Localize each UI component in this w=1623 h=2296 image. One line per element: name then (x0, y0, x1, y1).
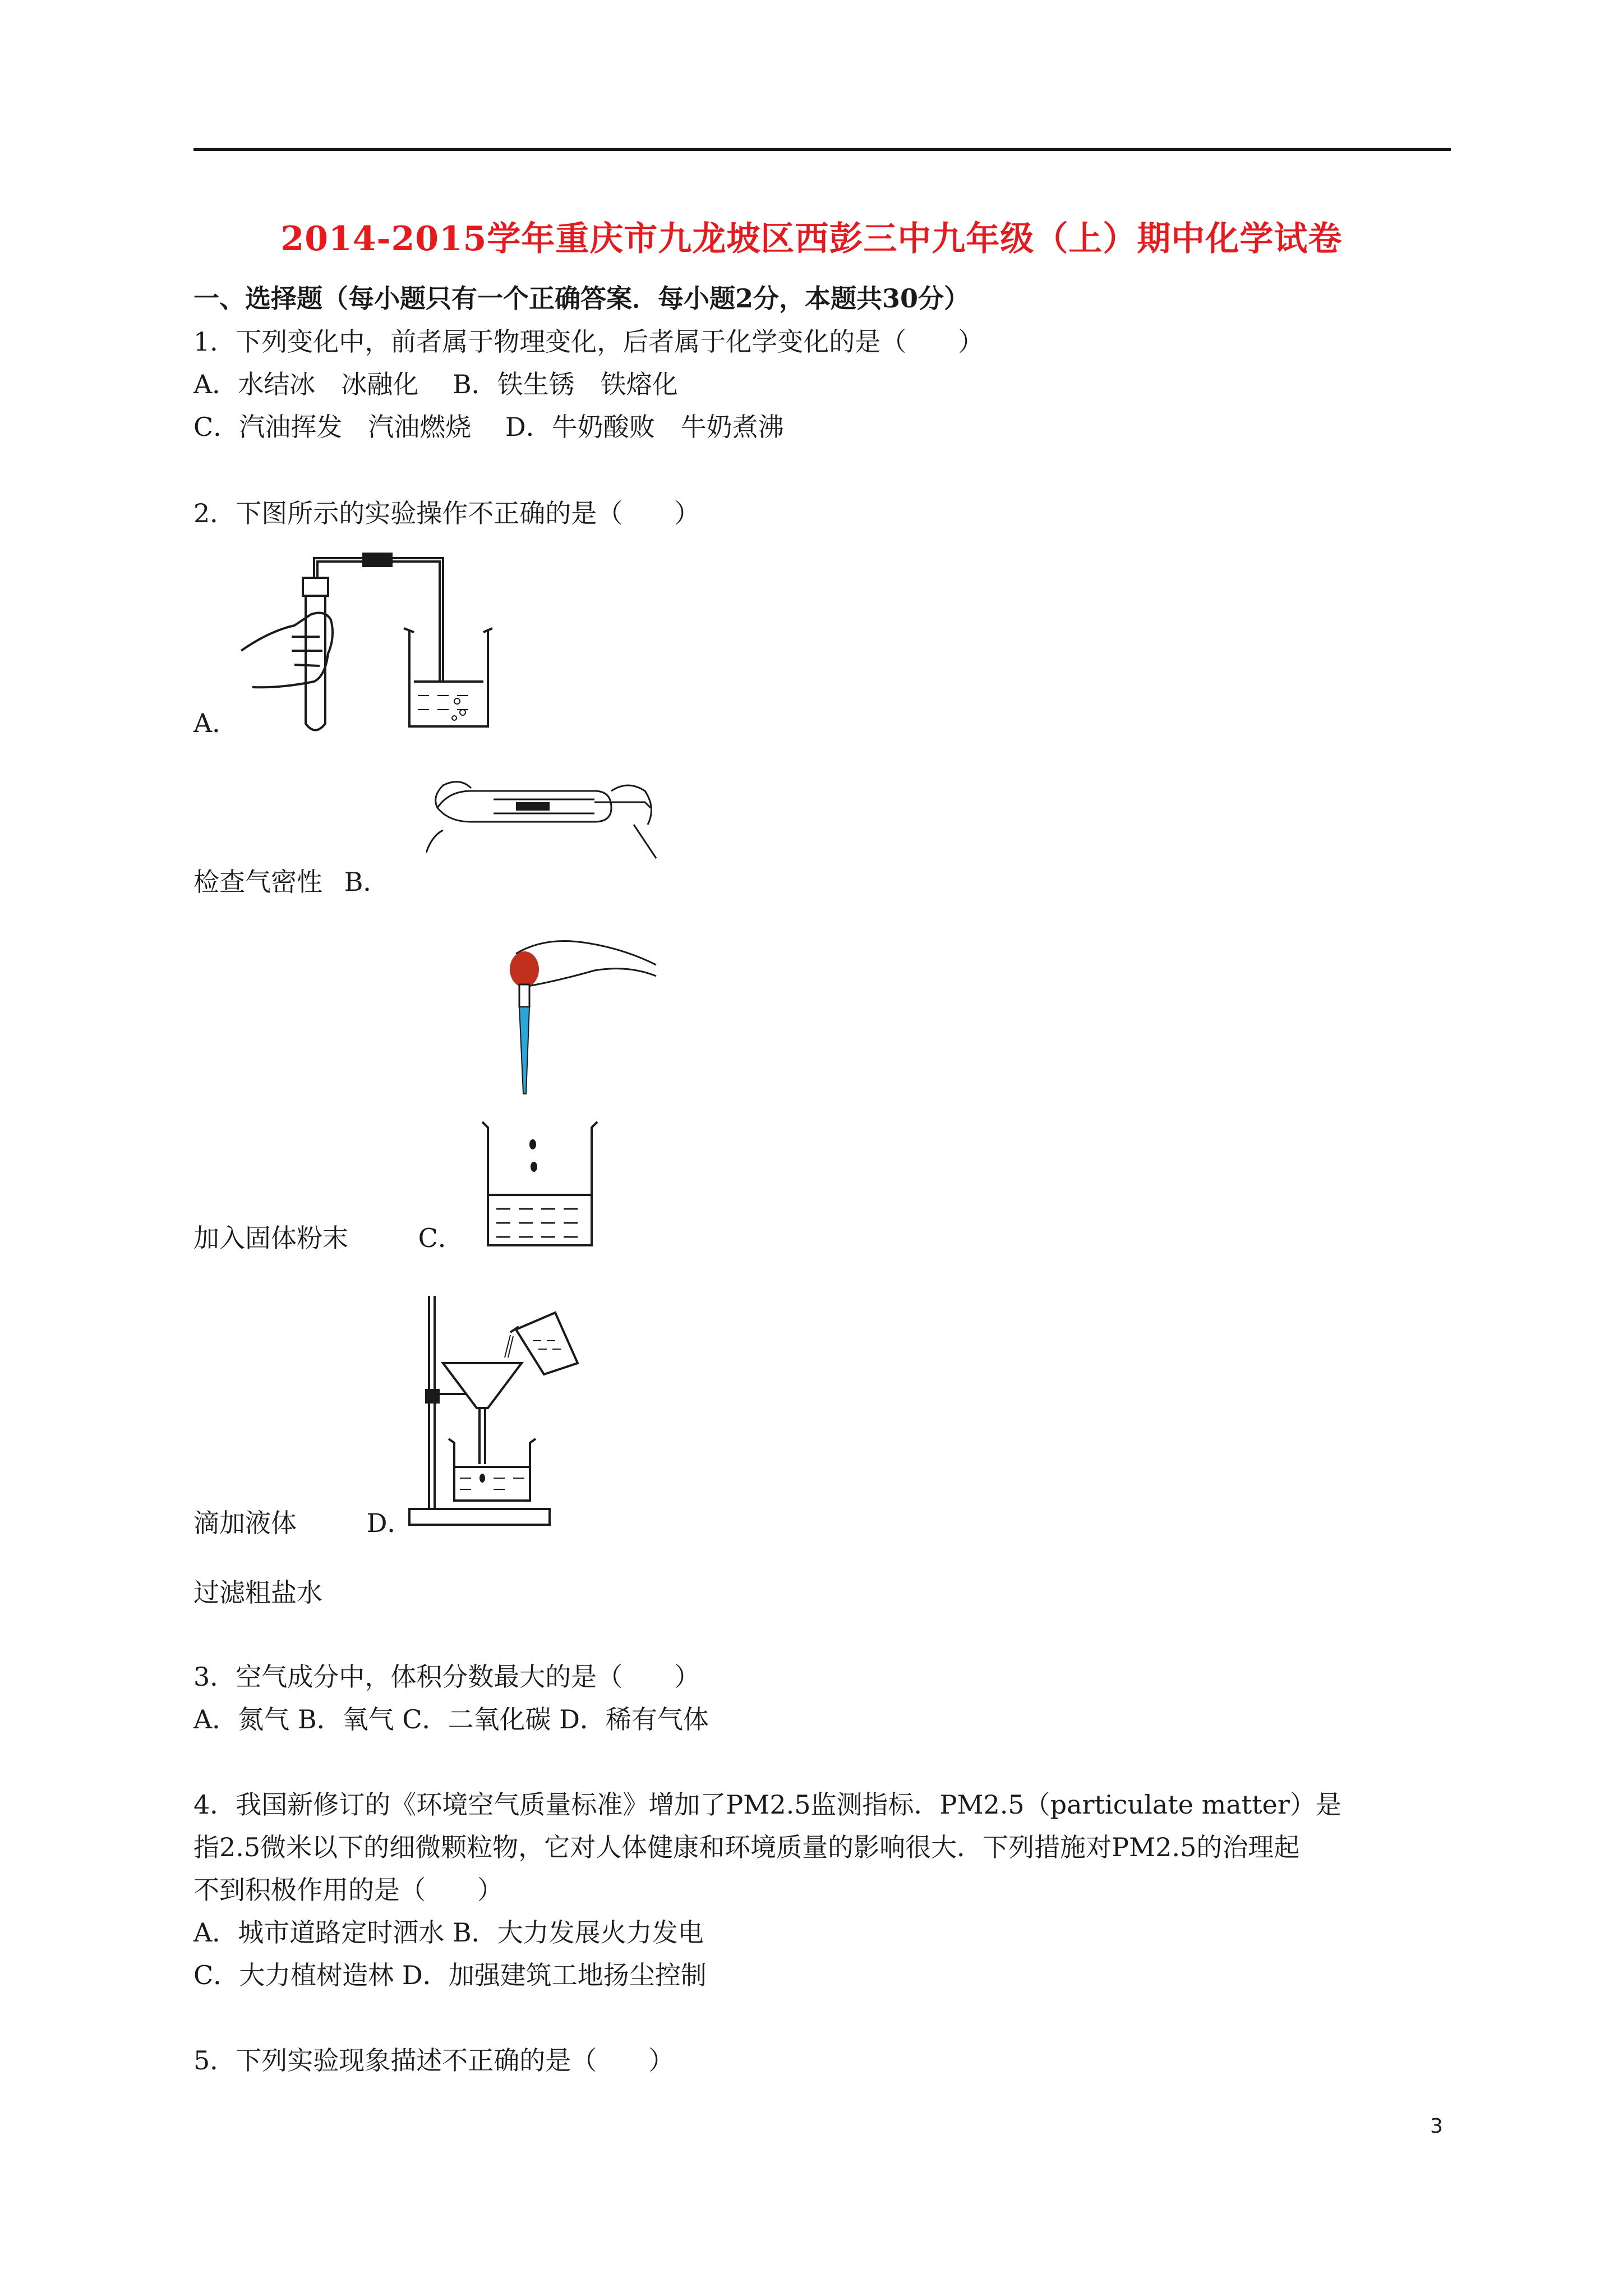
q2-option-c-caption (193, 1508, 413, 1539)
q1-stem: 1．下列变化中，前者属于物理变化，后者属于化学变化的是（ ） (193, 326, 984, 357)
filtration-figure (404, 1279, 617, 1537)
q5-stem: 5．下列实验现象描述不正确的是（ ） (193, 2045, 675, 2076)
q4-line2: 指2.5微米以下的细微颗粒物，它对人体健康和环境质量的影响很大．下列措施对PM2.5的治理起 (193, 1832, 1300, 1862)
q1-options-ab: A．水结冰 冰融化 B．铁生锈 铁熔化 (193, 369, 678, 399)
option-d-label: D． (366, 1508, 413, 1538)
option-b-label: B． (344, 867, 389, 897)
q4-line1: 4．我国新修订的《环境空气质量标准》增加了PM2.5监测指标．PM2.5（particulate matter）是 (193, 1789, 1341, 1820)
q2-option-a-caption (193, 867, 389, 898)
q3-stem: 3．空气成分中，体积分数最大的是（ ） (193, 1662, 700, 1692)
q2-stem: 2．下图所示的实验操作不正确的是（ ） (193, 498, 700, 528)
exam-title: 2014-2015学年重庆市九龙坡区西彭三中九年级（上）期中化学试卷 (280, 219, 1343, 259)
q3-options: A．氮气 B．氧气 C．二氧化碳 D．稀有气体 (193, 1704, 709, 1734)
q2-option-b-caption (193, 1223, 464, 1254)
option-c-caption-text: 滴加液体 (193, 1508, 297, 1538)
section-heading: 一、选择题（每小题只有一个正确答案．每小题2分，本题共30分） (193, 283, 970, 314)
q2-option-d-caption: 过滤粗盐水 (193, 1577, 322, 1608)
page-number: 3 (1430, 2115, 1443, 2138)
q4-options-cd: C．大力植树造林 D．加强建筑工地扬尘控制 (193, 1960, 707, 1990)
q1-options-cd: C．汽油挥发 汽油燃烧 D．牛奶酸败 牛奶煮沸 (193, 412, 784, 442)
solid-powder-figure (426, 769, 662, 898)
dropping-liquid-figure (471, 931, 667, 1257)
option-b-caption-text: 加入固体粉末 (193, 1223, 348, 1253)
option-c-label: C． (418, 1223, 464, 1253)
header-rule (193, 148, 1451, 151)
airtightness-check-figure (236, 547, 527, 738)
q4-options-ab: A．城市道路定时洒水 B．大力发展火力发电 (193, 1917, 704, 1948)
option-a-caption-text: 检查气密性 (193, 867, 322, 897)
q2-option-a-label: A． (193, 708, 238, 738)
q4-line3: 不到积极作用的是（ ） (193, 1875, 503, 1905)
